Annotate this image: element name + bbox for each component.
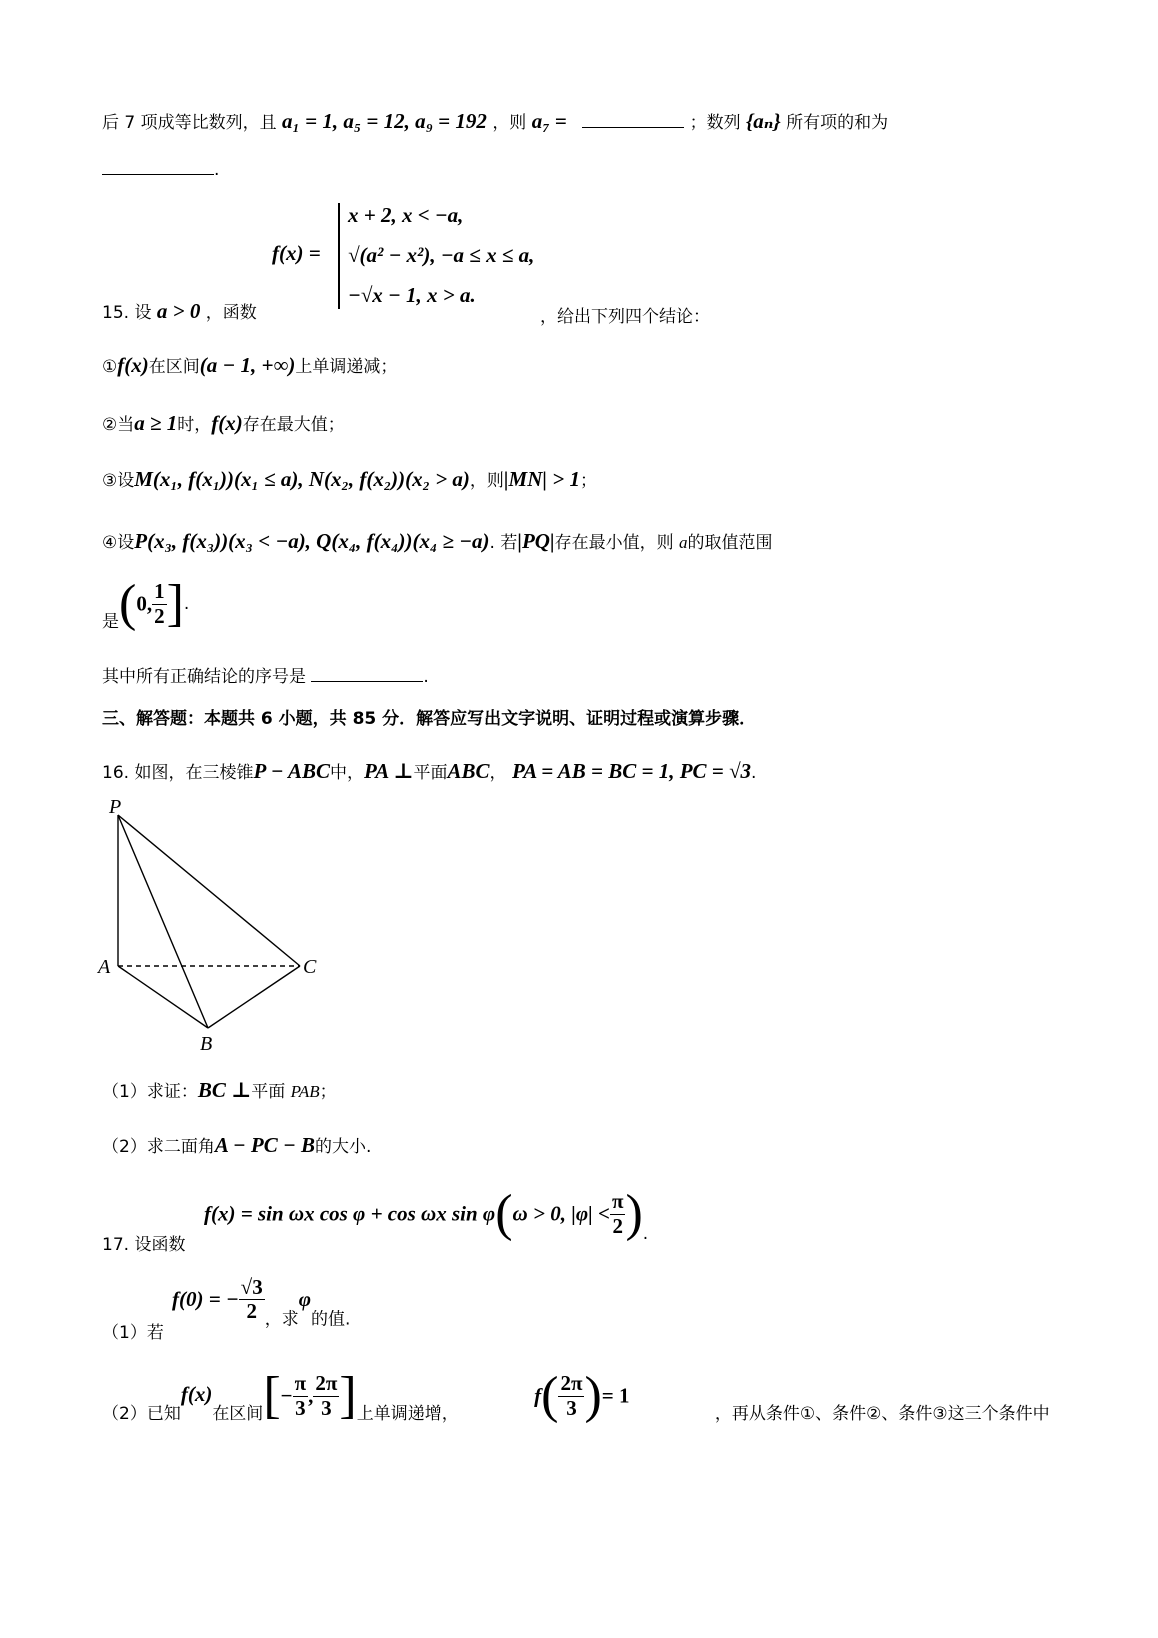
q17-part1-label — [102, 1318, 164, 1343]
conclusion-2 — [102, 410, 345, 436]
label-p: P — [109, 796, 122, 818]
text: 如图，在三棱锥 — [134, 763, 254, 783]
text: 所有项的和为 — [786, 113, 889, 133]
numerator: 2π — [560, 1371, 583, 1396]
text: 设函数 — [134, 1235, 186, 1255]
text: 存在最小值，则 — [554, 533, 674, 553]
math: PAB — [290, 1082, 320, 1101]
bracket-left: [ — [263, 1367, 281, 1424]
text: 后 7 项成等比数列，且 — [102, 113, 277, 133]
math: M(x₁, f(x₁))(x₁ ≤ a), N(x₂, f(x₂))(x₂ > a) — [134, 467, 470, 491]
label-c: C — [303, 956, 317, 978]
text: 平面 — [251, 1082, 286, 1102]
text: 在区间 — [148, 357, 200, 377]
math: BC ⊥ — [197, 1078, 252, 1102]
answer-blank[interactable] — [102, 158, 214, 175]
math-cond: a > 0 — [156, 299, 201, 323]
text: ， — [489, 763, 507, 783]
text: （2）求二面角 — [102, 1137, 215, 1157]
edge-pc — [118, 815, 300, 966]
conclusion-3 — [102, 466, 597, 492]
paren-left: ( — [541, 1367, 559, 1424]
text: 的大小. — [314, 1137, 372, 1157]
text: 是 — [102, 612, 119, 632]
text: ； — [579, 471, 597, 491]
text: 设 — [134, 303, 152, 323]
math: (a − 1, +∞) — [199, 353, 296, 377]
numerator: π — [611, 1189, 624, 1214]
answer-blank[interactable] — [582, 127, 684, 128]
fraction — [558, 1372, 584, 1419]
text: 存在最大值； — [242, 415, 345, 435]
q17-part1 — [172, 1276, 350, 1330]
text: ，求 — [264, 1309, 299, 1330]
denominator: 2 — [246, 1299, 257, 1324]
q17-part2 — [102, 1367, 1050, 1424]
paren-right: ) — [584, 1367, 602, 1424]
math: f(x) — [211, 411, 243, 435]
math: ω > 0, |φ| < — [512, 1201, 610, 1226]
text: 其中所有正确结论的序号是 — [102, 667, 306, 687]
math: f(0) = − — [172, 1287, 239, 1312]
text: . — [214, 160, 220, 180]
text: ，再从条件①、条件②、条件③这三个条件中 — [714, 1404, 1050, 1424]
text: . — [642, 1224, 649, 1244]
text: 上单调递减； — [295, 357, 398, 377]
math: − — [280, 1383, 293, 1408]
text: ，则 — [492, 113, 527, 133]
fraction — [313, 1372, 339, 1419]
text: . — [751, 763, 757, 783]
text: ① — [102, 357, 118, 377]
fraction — [152, 580, 167, 627]
math: f — [534, 1383, 542, 1408]
denominator: 3 — [566, 1395, 577, 1420]
numerator: √3 — [240, 1275, 263, 1299]
math: ABC — [447, 759, 490, 783]
math: 0, — [136, 591, 153, 616]
fraction — [293, 1372, 309, 1419]
math: φ — [298, 1287, 311, 1312]
text: （1）求证： — [102, 1082, 198, 1102]
label-b: B — [200, 1033, 213, 1055]
math-a7: a₇ = — [531, 109, 567, 133]
text: ③设 — [102, 471, 135, 491]
math-given: a₁ = 1, a₅ = 12, a₉ = 192 — [282, 109, 487, 133]
paren-right: ) — [625, 1185, 643, 1242]
text: . — [423, 667, 429, 687]
math: P(x₃, f(x₃))(x₃ < −a), Q(x₄, f(x₄))(x₄ ≥ −a) — [134, 529, 490, 553]
math: PA ⊥ — [363, 759, 414, 783]
section-heading: 三、解答题：本题共 6 小题，共 85 分．解答应写出文字说明、证明过程或演算步骤． — [102, 709, 757, 729]
comma: , — [308, 1383, 314, 1408]
math: ] — [166, 575, 184, 632]
q16-stem — [102, 758, 756, 784]
text: 中， — [329, 763, 364, 783]
text: ，则 — [469, 471, 504, 491]
text: 的取值范围 — [687, 533, 773, 553]
q17-formula — [204, 1185, 649, 1244]
bracket-right: ] — [339, 1367, 357, 1424]
text: 上单调递增， — [356, 1404, 459, 1424]
label-a: A — [98, 956, 111, 978]
numerator: π — [294, 1371, 307, 1396]
denominator: 2 — [154, 603, 165, 628]
pyramid-figure — [95, 795, 335, 1060]
text: 的值. — [311, 1309, 351, 1330]
text: 在区间 — [212, 1404, 264, 1424]
numerator: 1 — [154, 579, 165, 604]
math: PA = AB = BC = 1, PC = √3 — [511, 759, 752, 783]
question-number: 15. — [102, 303, 130, 323]
fraction — [610, 1190, 626, 1237]
question-number: 16. — [102, 763, 130, 783]
text: ④设 — [102, 533, 135, 553]
answer-blank[interactable] — [311, 665, 423, 682]
text: . — [183, 594, 190, 614]
piece-2: √(a² − x²), −a ≤ x ≤ a, — [348, 243, 535, 267]
q16-part2 — [102, 1132, 371, 1158]
text: ②当 — [102, 415, 135, 435]
text: （1）若 — [102, 1323, 164, 1343]
paren-left: ( — [495, 1185, 513, 1242]
numerator: 2π — [315, 1371, 338, 1396]
math: |PQ| — [517, 529, 555, 553]
math-seq: {aₙ} — [745, 109, 781, 133]
question-number: 17. — [102, 1235, 130, 1255]
text: ，给出下列四个结论： — [540, 307, 710, 327]
math: f(x) — [180, 1382, 213, 1406]
q15-intro — [102, 298, 257, 324]
text: ，函数 — [205, 303, 257, 323]
math: ( — [119, 575, 137, 632]
conclusion-4-cont — [102, 575, 190, 632]
edge-pb — [118, 815, 208, 1028]
math: = 1 — [601, 1383, 630, 1408]
math-fx: f(x) = — [272, 241, 321, 265]
conclusion-1 — [102, 352, 397, 378]
text: 时， — [177, 415, 212, 435]
text: ； — [319, 1082, 337, 1102]
fraction — [239, 1276, 265, 1323]
math: f(x) = sin ωx cos φ + cos ωx sin φ — [204, 1201, 496, 1226]
text: . 若 — [489, 533, 518, 553]
q16-part1 — [102, 1077, 337, 1103]
q17-label — [102, 1230, 185, 1255]
q14-line2 — [102, 158, 219, 180]
text: 平面 — [413, 763, 448, 783]
q14-line — [102, 108, 888, 134]
denominator: 3 — [295, 1395, 306, 1420]
math: f(x) — [117, 353, 149, 377]
denominator: 3 — [321, 1395, 332, 1420]
math: A − PC − B — [214, 1133, 315, 1157]
q15-ask — [102, 662, 429, 687]
edge-bc — [208, 966, 300, 1028]
math: a — [679, 533, 688, 552]
math: P − ABC — [253, 759, 330, 783]
text: （2）已知 — [102, 1404, 181, 1424]
math: |MN| > 1 — [503, 467, 580, 491]
text: ；数列 — [689, 113, 741, 133]
piece-3: −√x − 1, x > a. — [348, 283, 476, 307]
piece-1: x + 2, x < −a, — [348, 203, 464, 227]
denominator: 2 — [612, 1213, 623, 1238]
conclusion-4 — [102, 528, 773, 554]
math: a ≥ 1 — [134, 411, 178, 435]
